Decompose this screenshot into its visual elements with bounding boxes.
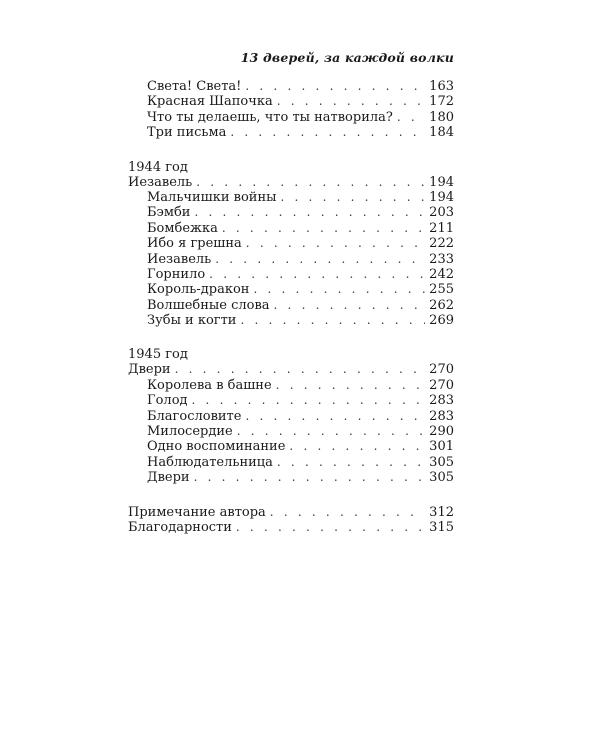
toc-entry-title: Красная Шапочка <box>147 94 273 110</box>
toc-entry-page: 222 <box>429 236 454 252</box>
dot-leader <box>277 94 425 109</box>
toc-entry[interactable] <box>128 378 454 393</box>
toc-entry[interactable] <box>128 221 454 236</box>
toc-entry-title: Зубы и когти <box>147 313 237 329</box>
toc-entry-page: 315 <box>429 519 454 535</box>
toc-entry-title: Волшебные слова <box>147 297 270 313</box>
dot-leader <box>276 378 426 393</box>
toc-entry-title: Иезавель <box>128 174 193 190</box>
toc-entry-title: Благословите <box>147 408 242 424</box>
toc-entry-title: Что ты делаешь, что ты натворила? <box>147 109 393 125</box>
section-spacer <box>128 486 454 505</box>
toc-entry-page: 211 <box>429 220 454 236</box>
dot-leader <box>194 205 425 220</box>
toc-entry[interactable] <box>128 267 454 282</box>
toc-entry-page: 269 <box>429 313 454 329</box>
toc-entry-title: Горнило <box>147 266 206 282</box>
toc-entry-page: 180 <box>429 109 454 125</box>
toc-entry[interactable] <box>128 455 454 470</box>
dot-leader <box>397 110 425 125</box>
toc-backmatter <box>128 505 454 536</box>
toc-entry[interactable] <box>128 236 454 251</box>
dot-leader <box>245 79 425 94</box>
toc-entry-title: Три письма <box>147 125 227 141</box>
toc-entry-page: 283 <box>429 393 454 409</box>
toc-entry-page: 203 <box>429 205 454 221</box>
dot-leader <box>192 393 426 408</box>
toc-entry-page: 312 <box>429 504 454 520</box>
toc-entry[interactable] <box>128 125 454 140</box>
toc-entry[interactable] <box>128 505 454 520</box>
toc-entry-page: 262 <box>429 297 454 313</box>
toc-entry[interactable] <box>128 205 454 220</box>
toc-entry-title: Королева в башне <box>147 377 272 393</box>
toc-entry[interactable] <box>128 424 454 439</box>
table-of-contents <box>128 79 454 535</box>
toc-entry[interactable] <box>128 313 454 328</box>
toc-block-continued <box>128 79 454 141</box>
toc-entry-title: Бэмби <box>147 205 191 221</box>
dot-leader <box>289 439 425 454</box>
toc-entry-page: 283 <box>429 408 454 424</box>
toc-entry-page: 242 <box>429 266 454 282</box>
toc-entry-page: 194 <box>429 189 454 205</box>
toc-entry-title: Двери <box>147 470 190 486</box>
toc-entry-page: 184 <box>429 125 454 141</box>
toc-entry-page: 163 <box>429 79 454 94</box>
section-spacer <box>128 328 454 347</box>
toc-entry-page: 301 <box>429 439 454 455</box>
toc-entry-title: Ибо я грешна <box>147 236 242 252</box>
toc-entry-title: Король-дракон <box>147 282 250 298</box>
toc-section-1945 <box>128 347 454 485</box>
toc-entry[interactable] <box>128 110 454 125</box>
toc-entry[interactable] <box>128 190 454 205</box>
dot-leader <box>209 267 425 282</box>
toc-entry-title: Примечание автора <box>128 504 266 520</box>
dot-leader <box>215 252 425 267</box>
toc-entry-title: Голод <box>147 393 188 409</box>
dot-leader <box>240 313 425 328</box>
dot-leader <box>175 362 426 377</box>
toc-entry-page: 270 <box>429 362 454 378</box>
toc-entry[interactable] <box>128 520 454 535</box>
dot-leader <box>245 409 425 424</box>
dot-leader <box>270 505 425 520</box>
dot-leader <box>230 125 425 140</box>
dot-leader <box>237 424 425 439</box>
toc-entry[interactable] <box>128 470 454 485</box>
dot-leader <box>236 520 425 535</box>
toc-entry[interactable] <box>128 298 454 313</box>
toc-entry-title: Благодарности <box>128 519 232 535</box>
toc-entry-page: 194 <box>429 174 454 190</box>
toc-entry[interactable] <box>128 393 454 408</box>
toc-entry-title: Двери <box>128 362 171 378</box>
section-spacer <box>128 141 454 160</box>
toc-entry[interactable] <box>128 439 454 454</box>
toc-part-entry[interactable] <box>128 175 454 190</box>
toc-entry-title: Мальчишки войны <box>147 189 277 205</box>
section-year-heading: 1944 год <box>128 159 188 175</box>
toc-entry-title: Света! Света! <box>147 79 242 94</box>
dot-leader <box>196 175 425 190</box>
toc-entry-page: 255 <box>429 282 454 298</box>
toc-section-1944 <box>128 160 454 329</box>
toc-entry[interactable] <box>128 79 454 94</box>
toc-part-entry[interactable] <box>128 362 454 377</box>
dot-leader <box>194 470 426 485</box>
dot-leader <box>246 236 425 251</box>
toc-entry-page: 290 <box>429 424 454 440</box>
toc-entry-page: 305 <box>429 470 454 486</box>
toc-entry-title: Одно воспоминание <box>147 439 286 455</box>
dot-leader <box>222 221 425 236</box>
dot-leader <box>281 190 426 205</box>
running-header-title: 13 дверей, за каждой волки <box>240 50 454 65</box>
toc-entry[interactable] <box>128 409 454 424</box>
toc-entry[interactable] <box>128 94 454 109</box>
toc-entry-page: 233 <box>429 251 454 267</box>
toc-entry[interactable] <box>128 282 454 297</box>
toc-entry-title: Милосердие <box>147 424 233 440</box>
toc-entry-title: Иезавель <box>147 251 212 267</box>
toc-entry[interactable] <box>128 252 454 267</box>
toc-entry-page: 305 <box>429 454 454 470</box>
dot-leader <box>253 282 425 297</box>
section-year-heading: 1945 год <box>128 347 188 363</box>
dot-leader <box>277 455 425 470</box>
toc-entry-title: Наблюдательница <box>147 454 273 470</box>
toc-entry-title: Бомбежка <box>147 220 218 236</box>
toc-entry-page: 270 <box>429 377 454 393</box>
toc-entry-page: 172 <box>429 94 454 110</box>
dot-leader <box>274 298 426 313</box>
